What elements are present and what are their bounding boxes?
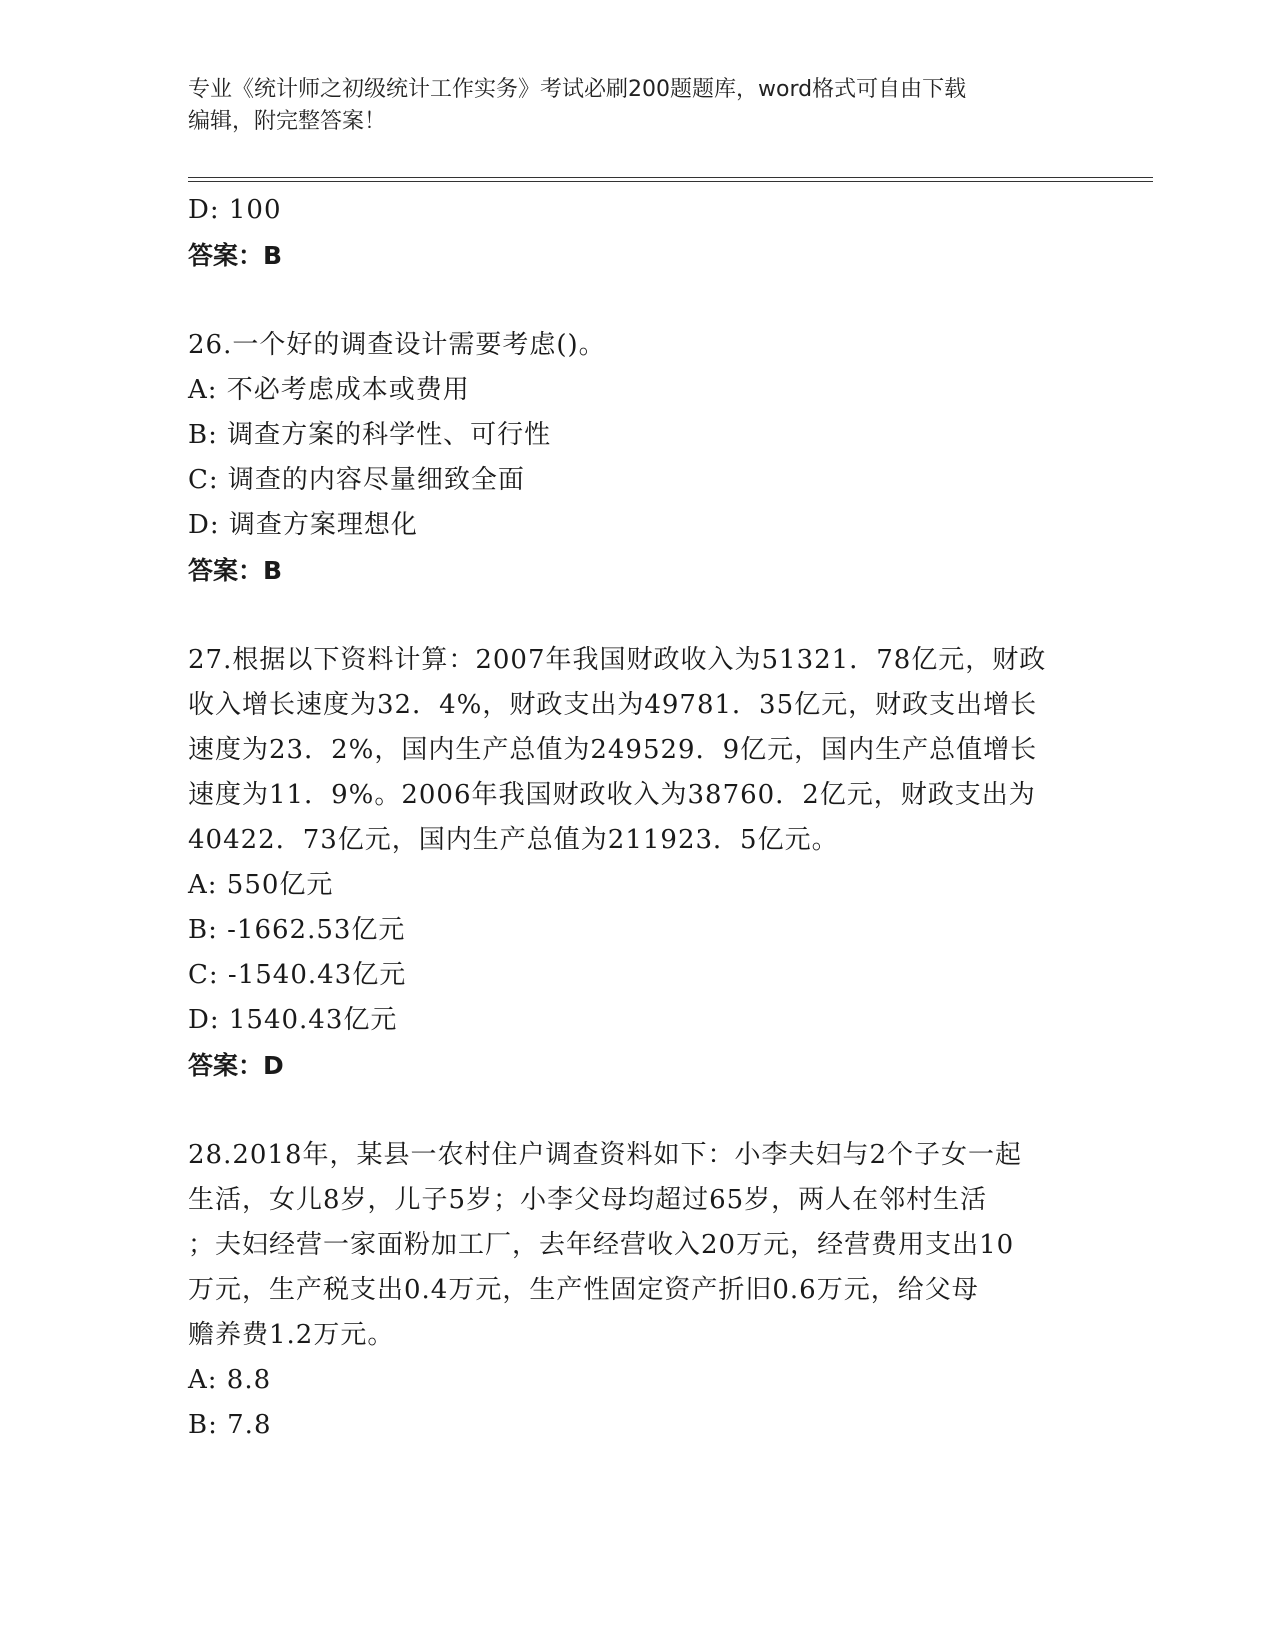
- option-b: B: 调查方案的科学性、可行性: [188, 420, 552, 450]
- option-a: A: 8.8: [188, 1365, 272, 1395]
- option-a: A: 不必考虑成本或费用: [188, 375, 470, 405]
- option-d: D: 100: [188, 195, 282, 225]
- option-d: D: 1540.43亿元: [188, 1005, 398, 1035]
- question-stem-line: 赡养费1.2万元。: [188, 1320, 395, 1350]
- header-line-2: 编辑，附完整答案！: [188, 109, 387, 134]
- answer-line: 答案：D: [188, 1051, 284, 1080]
- question-stem-line: 速度为11．9%。2006年我国财政收入为38760．2亿元，财政支出为: [188, 780, 1036, 810]
- option-b: B: -1662.53亿元: [188, 915, 406, 945]
- question-stem-line: 28.2018年，某县一农村住户调查资料如下：小李夫妇与2个子女一起: [188, 1140, 1023, 1170]
- header-line-1: 专业《统计师之初级统计工作实务》考试必刷200题题库，word格式可自由下载: [188, 77, 967, 102]
- question-stem-line: 40422．73亿元，国内生产总值为211923．5亿元。: [188, 825, 839, 855]
- question-stem-line: 万元，生产税支出0.4万元，生产性固定资产折旧0.6万元，给父母: [188, 1275, 979, 1305]
- header-divider-bottom: [188, 181, 1153, 182]
- document-body: [188, 188, 1088, 1448]
- answer-line: 答案：B: [188, 556, 283, 585]
- option-b: B: 7.8: [188, 1410, 272, 1440]
- question-27: [188, 638, 1088, 1088]
- question-stem-line: ；夫妇经营一家面粉加工厂，去年经营收入20万元，经营费用支出10: [188, 1230, 1015, 1260]
- option-c: C: -1540.43亿元: [188, 960, 407, 990]
- option-c: C: 调查的内容尽量细致全面: [188, 465, 525, 495]
- spacer: [188, 278, 1088, 323]
- option-d: D: 调查方案理想化: [188, 510, 418, 540]
- spacer: [188, 1088, 1088, 1133]
- question-stem-line: 27.根据以下资料计算：2007年我国财政收入为51321．78亿元，财政: [188, 645, 1047, 675]
- question-stem-line: 速度为23．2%，国内生产总值为249529．9亿元，国内生产总值增长: [188, 735, 1038, 765]
- question-stem: 26.一个好的调查设计需要考虑()。: [188, 330, 606, 360]
- option-a: A: 550亿元: [188, 870, 334, 900]
- question-26: [188, 323, 1088, 593]
- question-25-tail: [188, 188, 1088, 278]
- question-stem-line: 生活，女儿8岁，儿子5岁；小李父母均超过65岁，两人在邻村生活: [188, 1185, 988, 1215]
- question-stem-line: 收入增长速度为32．4%，财政支出为49781．35亿元，财政支出增长: [188, 690, 1038, 720]
- spacer: [188, 593, 1088, 638]
- answer-line: 答案：B: [188, 241, 283, 270]
- question-28: [188, 1133, 1088, 1448]
- page-header: [188, 74, 1088, 138]
- header-divider-top: [188, 177, 1153, 178]
